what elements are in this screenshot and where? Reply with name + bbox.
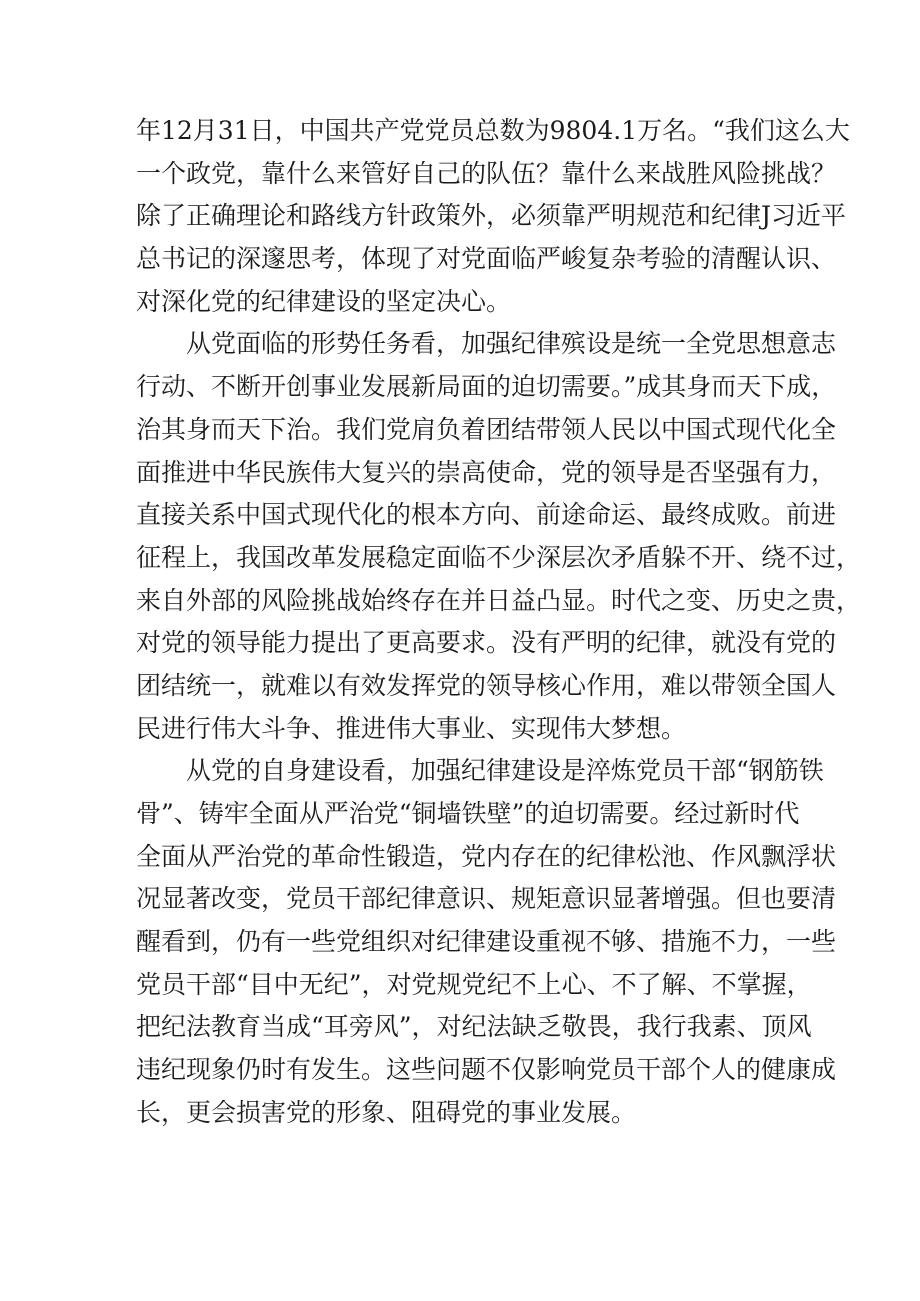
- text-line: 治其身而天下治。我们党肩负着团结带领人民以中国式现代化全: [136, 414, 837, 444]
- text-line: 来自外部的风险挑战始终存在并日益凸显。时代之变、历史之贵，: [136, 585, 862, 615]
- text-line: 行动、不断开创事业发展新局面的迫切需要。”成其身而天下成，: [136, 372, 837, 402]
- text-line: 全面从严治党的革命性锻造，党内存在的纪律松池、作风飘浮状: [136, 841, 837, 871]
- document-body: [136, 110, 862, 1135]
- text-line: 对深化党的纪律建设的坚定决心。: [136, 286, 512, 316]
- text-line: 从党的自身建设看，加强纪律建设是淬炼党员干部“钢筋铁: [186, 756, 824, 786]
- text-line: 总书记的深邃思考，体现了对党面临严峻复杂考验的清醒认识、: [136, 244, 837, 274]
- text-line: 团结统一，就难以有效发挥党的领导核心作用，难以带领全国人: [136, 670, 837, 700]
- text-line: 直接关系中国式现代化的根本方向、前途命运、最终成败。前进: [136, 500, 837, 530]
- text-line: 长，更会损害党的形象、阻碍党的事业发展。: [136, 1097, 637, 1127]
- text-line: 对党的领导能力提出了更高要求。没有严明的纪律，就没有党的: [136, 628, 837, 658]
- text-line: 面推进中华民族伟大复兴的崇高使命，党的领导是否坚强有力，: [136, 457, 837, 487]
- text-line: 征程上，我国改革发展稳定面临不少深层次矛盾躲不开、绕不过，: [136, 542, 862, 572]
- text-line: 从党面临的形势任务看，加强纪律殡设是统一全党思想意志: [186, 329, 837, 359]
- text-line: 违纪现象仍时有发生。这些问题不仅影响党员干部个人的健康成: [136, 1055, 837, 1085]
- text-line: 况显著改变，党员干部纪律意识、规矩意识显著增强。但也要清: [136, 884, 837, 914]
- text-line: 骨”、铸牢全面从严治党“铜墙铁壁”的迫切需要。经过新时代: [136, 799, 800, 828]
- text-line: 一个政党，靠什么来管好自己的队伍？靠什么来战胜风险挑战？: [136, 158, 837, 188]
- text-line: 醒看到，仍有一些党组织对纪律建设重视不够、措施不力，一些: [136, 927, 837, 957]
- text-line: 年12月31日，中国共产党党员总数为9804.1万名。“我们这么大: [136, 116, 850, 145]
- text-line: 民进行伟大斗争、推进伟大事业、实现伟大梦想。: [136, 713, 687, 743]
- text-line: 党员干部“目中无纪”，对党规党纪不上心、不了解、不掌握，: [136, 969, 812, 999]
- text-line: 把纪法教育当成“耳旁风”，对纪法缺乏敬畏，我行我素、顶风: [136, 1012, 812, 1042]
- text-line: 除了正确理论和路线方针政策外，必须靠严明规范和纪律J习近平: [136, 201, 847, 231]
